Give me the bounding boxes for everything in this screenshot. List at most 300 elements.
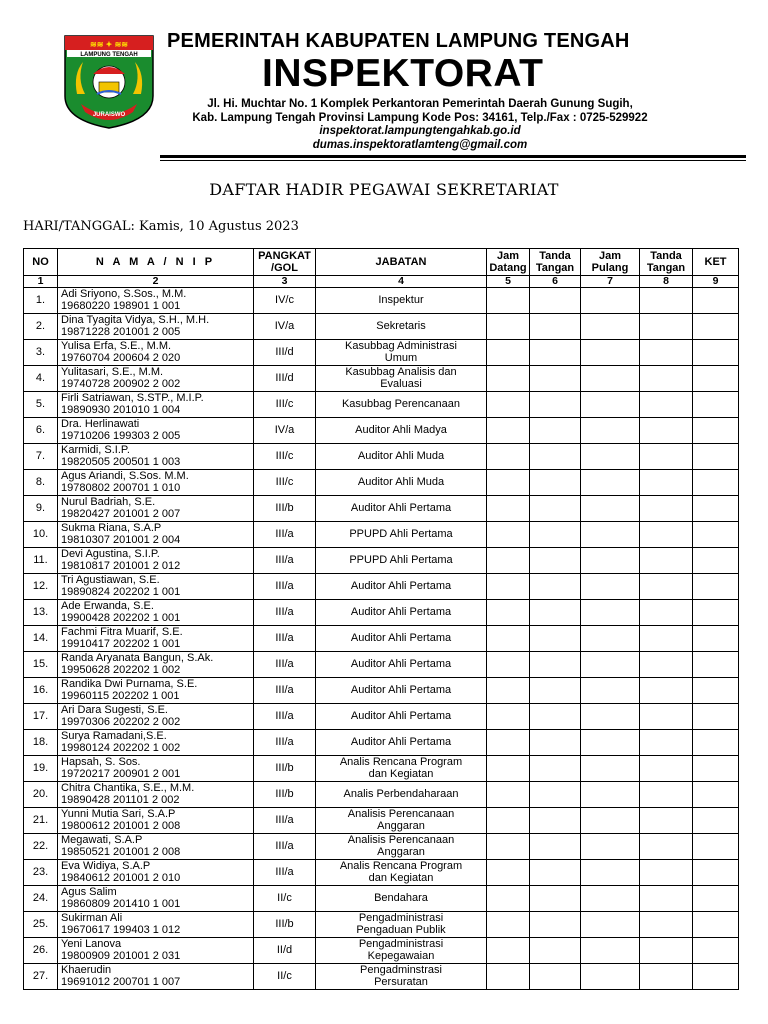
departure-signature-cell [640, 522, 693, 548]
employee-nip: 19910417 202202 1 001 [61, 637, 181, 650]
name-nip-cell [58, 418, 254, 444]
row-number: 8. [24, 470, 58, 496]
note-cell [693, 808, 739, 834]
arrival-signature-cell [530, 730, 581, 756]
employee-nip: 19970306 202202 2 002 [61, 715, 181, 728]
departure-time-cell [581, 704, 640, 730]
note-cell [693, 652, 739, 678]
employee-name: Chitra Chantika, S.E., M.M. [61, 782, 195, 794]
table-row [24, 704, 739, 730]
jabatan-line1: Auditor Ahli Pertama [350, 579, 452, 592]
position-cell [316, 496, 487, 522]
table-row [24, 678, 739, 704]
departure-signature-cell [640, 288, 693, 314]
note-cell [693, 600, 739, 626]
arrival-time-cell [487, 522, 530, 548]
table-row [24, 574, 739, 600]
jabatan-line1: Kasubbag Administrasi [345, 340, 457, 352]
position-cell [316, 730, 487, 756]
employee-nip: 19691012 200701 1 007 [61, 975, 181, 988]
row-number: 26. [24, 938, 58, 964]
position-cell [316, 756, 487, 782]
header-ttd2-line1: Tanda [650, 250, 682, 262]
position-cell [316, 574, 487, 600]
departure-signature-cell [640, 938, 693, 964]
arrival-signature-cell [530, 756, 581, 782]
row-number: 12. [24, 574, 58, 600]
arrival-time-cell [487, 470, 530, 496]
row-number: 18. [24, 730, 58, 756]
rank-cell: III/d [254, 366, 316, 392]
departure-signature-cell [640, 860, 693, 886]
departure-time-cell [581, 444, 640, 470]
arrival-signature-cell [530, 314, 581, 340]
jabatan-line2: Persuratan [374, 975, 428, 988]
jabatan-line1: Sekretaris [376, 319, 426, 332]
departure-signature-cell [640, 964, 693, 990]
employee-name: Megawati, S.A.P [61, 834, 143, 846]
name-nip-cell [58, 938, 254, 964]
letterhead-rule-thick [160, 155, 746, 158]
employee-nip: 19800612 201001 2 008 [61, 819, 181, 832]
rank-cell: III/d [254, 340, 316, 366]
departure-time-cell [581, 470, 640, 496]
departure-time-cell [581, 834, 640, 860]
arrival-time-cell [487, 860, 530, 886]
name-nip-cell [58, 808, 254, 834]
departure-signature-cell [640, 756, 693, 782]
employee-nip: 19900428 202202 1 001 [61, 611, 181, 624]
rank-cell: III/a [254, 860, 316, 886]
name-nip-cell [58, 704, 254, 730]
position-cell [316, 964, 487, 990]
note-cell [693, 964, 739, 990]
name-nip-cell [58, 912, 254, 938]
rank-cell: II/c [254, 964, 316, 990]
note-cell [693, 912, 739, 938]
rank-cell: IV/a [254, 314, 316, 340]
employee-nip: 19680220 198901 1 001 [61, 299, 181, 312]
employee-name: Ari Dara Sugesti, S.E. [61, 704, 168, 716]
departure-time-cell [581, 756, 640, 782]
employee-nip: 19710206 199303 2 005 [61, 429, 181, 442]
position-cell [316, 626, 487, 652]
departure-signature-cell [640, 730, 693, 756]
position-cell [316, 652, 487, 678]
arrival-time-cell [487, 626, 530, 652]
header-jam-datang [487, 249, 530, 276]
table-row [24, 730, 739, 756]
name-nip-cell [58, 678, 254, 704]
row-number: 5. [24, 392, 58, 418]
departure-signature-cell [640, 548, 693, 574]
rank-cell: III/b [254, 496, 316, 522]
employee-name: Agus Ariandi, S.Sos. M.M. [61, 470, 189, 482]
name-nip-cell [58, 626, 254, 652]
address-line-1: Jl. Hi. Muchtar No. 1 Komplek Perkantoran Pemerintah Daerah Gunung Sugih, [207, 98, 633, 110]
jabatan-line1: Auditor Ahli Pertama [350, 605, 452, 618]
employee-name: Nurul Badriah, S.E. [61, 496, 156, 508]
jabatan-line1: Auditor Ahli Pertama [350, 709, 452, 722]
header-ttd1-line2: Tangan [535, 262, 575, 274]
rank-cell: III/a [254, 574, 316, 600]
departure-time-cell [581, 652, 640, 678]
jabatan-line1: Kasubbag Analisis dan [345, 366, 457, 378]
employee-nip: 19980124 202202 1 002 [61, 741, 181, 754]
employee-name: Fachmi Fitra Muarif, S.E. [61, 626, 183, 638]
arrival-time-cell [487, 730, 530, 756]
note-cell [693, 392, 739, 418]
departure-signature-cell [640, 626, 693, 652]
arrival-signature-cell [530, 704, 581, 730]
jabatan-line1: Analis Rencana Program [339, 756, 463, 768]
jabatan-line1: Auditor Ahli Pertama [350, 631, 452, 644]
employee-nip: 19960115 202202 1 001 [61, 689, 180, 702]
table-row [24, 834, 739, 860]
departure-time-cell [581, 418, 640, 444]
departure-time-cell [581, 392, 640, 418]
rank-cell: II/d [254, 938, 316, 964]
jabatan-line2: Umum [384, 351, 418, 364]
row-number: 14. [24, 626, 58, 652]
position-cell [316, 938, 487, 964]
arrival-signature-cell [530, 782, 581, 808]
employee-name: Yulitasari, S.E., M.M. [61, 366, 164, 378]
employee-name: Yulisa Erfa, S.E., M.M. [61, 340, 172, 352]
employee-nip: 19800909 201001 2 031 [61, 949, 181, 962]
table-row [24, 626, 739, 652]
position-cell [316, 834, 487, 860]
departure-time-cell [581, 860, 640, 886]
table-row [24, 652, 739, 678]
table-row [24, 366, 739, 392]
rank-cell: III/a [254, 652, 316, 678]
arrival-signature-cell [530, 652, 581, 678]
position-cell [316, 912, 487, 938]
row-number: 22. [24, 834, 58, 860]
jabatan-line1: Pengadministrasi [358, 912, 444, 924]
note-cell [693, 756, 739, 782]
column-number-row [24, 276, 739, 288]
arrival-time-cell [487, 964, 530, 990]
employee-name: Dra. Herlinawati [61, 418, 140, 430]
position-cell [316, 444, 487, 470]
row-number: 3. [24, 340, 58, 366]
departure-signature-cell [640, 834, 693, 860]
departure-time-cell [581, 496, 640, 522]
website: inspektorat.lampungtengahkab.go.id [319, 125, 521, 137]
employee-nip: 19890824 202202 1 001 [61, 585, 181, 598]
employee-name: Randa Aryanata Bangun, S.Ak. [61, 652, 214, 664]
arrival-signature-cell [530, 392, 581, 418]
header-jam-datang-line1: Jam [496, 250, 520, 262]
row-number: 2. [24, 314, 58, 340]
arrival-time-cell [487, 652, 530, 678]
arrival-signature-cell [530, 886, 581, 912]
arrival-time-cell [487, 808, 530, 834]
header-pangkat-line2: /GOL [271, 262, 298, 274]
rank-cell: III/a [254, 600, 316, 626]
name-nip-cell [58, 574, 254, 600]
name-nip-cell [58, 886, 254, 912]
arrival-signature-cell [530, 288, 581, 314]
header-tanda-tangan-2 [640, 249, 693, 276]
departure-signature-cell [640, 678, 693, 704]
table-row [24, 912, 739, 938]
government-name: PEMERINTAH KABUPATEN LAMPUNG TENGAH [167, 30, 630, 52]
jabatan-line1: Auditor Ahli Pertama [350, 683, 452, 696]
arrival-signature-cell [530, 522, 581, 548]
arrival-time-cell [487, 886, 530, 912]
arrival-time-cell [487, 444, 530, 470]
jabatan-line2: Kepegawaian [367, 949, 435, 962]
departure-signature-cell [640, 808, 693, 834]
table-row [24, 340, 739, 366]
regency-emblem-icon [63, 34, 155, 130]
name-nip-cell [58, 834, 254, 860]
position-cell [316, 418, 487, 444]
employee-nip: 19670617 199403 1 012 [61, 923, 181, 936]
jabatan-line2: Pengaduan Publik [356, 923, 446, 936]
table-row [24, 860, 739, 886]
employee-name: Tri Agustiawan, S.E. [61, 574, 160, 586]
jabatan-line1: Auditor Ahli Pertama [350, 657, 452, 670]
arrival-signature-cell [530, 470, 581, 496]
name-nip-cell [58, 496, 254, 522]
table-row [24, 964, 739, 990]
document-title: DAFTAR HADIR PEGAWAI SEKRETARIAT [209, 180, 559, 199]
arrival-time-cell [487, 938, 530, 964]
table-row [24, 470, 739, 496]
name-nip-cell [58, 288, 254, 314]
arrival-time-cell [487, 678, 530, 704]
departure-signature-cell [640, 340, 693, 366]
arrival-signature-cell [530, 340, 581, 366]
arrival-time-cell [487, 912, 530, 938]
departure-signature-cell [640, 366, 693, 392]
row-number: 6. [24, 418, 58, 444]
employee-name: Yeni Lanova [61, 938, 122, 950]
position-cell [316, 678, 487, 704]
arrival-signature-cell [530, 964, 581, 990]
note-cell [693, 444, 739, 470]
employee-nip: 19890930 201010 1 004 [61, 403, 181, 416]
name-nip-cell [58, 314, 254, 340]
name-nip-cell [58, 860, 254, 886]
header-jam-pulang [581, 249, 640, 276]
note-cell [693, 496, 739, 522]
departure-time-cell [581, 912, 640, 938]
header-pangkat-line1: PANGKAT [258, 250, 311, 262]
header-no: NO [24, 249, 58, 276]
arrival-signature-cell [530, 912, 581, 938]
departure-time-cell [581, 782, 640, 808]
name-nip-cell [58, 782, 254, 808]
arrival-signature-cell [530, 574, 581, 600]
arrival-signature-cell [530, 444, 581, 470]
employee-name: Firli Satriawan, S.STP., M.I.P. [61, 392, 204, 404]
arrival-signature-cell [530, 808, 581, 834]
col-number: 3 [254, 276, 316, 288]
name-nip-cell [58, 548, 254, 574]
row-number: 11. [24, 548, 58, 574]
departure-time-cell [581, 626, 640, 652]
name-nip-cell [58, 652, 254, 678]
row-number: 23. [24, 860, 58, 886]
departure-time-cell [581, 574, 640, 600]
employee-nip: 19810817 201001 2 012 [61, 559, 181, 572]
row-number: 24. [24, 886, 58, 912]
rank-cell: III/a [254, 834, 316, 860]
employee-nip: 19950628 202202 1 002 [61, 663, 181, 676]
position-cell [316, 860, 487, 886]
note-cell [693, 418, 739, 444]
jabatan-line1: Auditor Ahli Pertama [350, 501, 452, 514]
note-cell [693, 782, 739, 808]
row-number: 7. [24, 444, 58, 470]
jabatan-line1: PPUPD Ahli Pertama [349, 553, 453, 566]
jabatan-line2: Evaluasi [380, 377, 422, 390]
table-row [24, 444, 739, 470]
arrival-time-cell [487, 782, 530, 808]
arrival-signature-cell [530, 548, 581, 574]
rank-cell: III/a [254, 548, 316, 574]
header-jabatan: JABATAN [316, 249, 487, 276]
row-number: 16. [24, 678, 58, 704]
name-nip-cell [58, 470, 254, 496]
header-nama: N A M A / N I P [58, 249, 254, 276]
rank-cell: III/a [254, 678, 316, 704]
name-nip-cell [58, 964, 254, 990]
jabatan-line1: Pengadministrasi [358, 938, 444, 950]
departure-time-cell [581, 548, 640, 574]
jabatan-line1: PPUPD Ahli Pertama [349, 527, 453, 540]
col-number: 4 [316, 276, 487, 288]
position-cell [316, 340, 487, 366]
position-cell [316, 470, 487, 496]
departure-time-cell [581, 600, 640, 626]
departure-signature-cell [640, 470, 693, 496]
jabatan-line1: Analisis Perencanaan [347, 834, 455, 846]
employee-nip: 19740728 200902 2 002 [61, 377, 181, 390]
departure-time-cell [581, 340, 640, 366]
jabatan-line1: Auditor Ahli Pertama [350, 735, 452, 748]
header-pangkat [254, 249, 316, 276]
departure-time-cell [581, 730, 640, 756]
rank-cell: III/a [254, 730, 316, 756]
rank-cell: III/b [254, 756, 316, 782]
employee-name: Sukirman Ali [61, 912, 123, 924]
row-number: 19. [24, 756, 58, 782]
arrival-time-cell [487, 600, 530, 626]
jabatan-line1: Kasubbag Perencanaan [341, 397, 461, 410]
attendance-rows [24, 288, 739, 990]
rank-cell: III/c [254, 444, 316, 470]
arrival-time-cell [487, 574, 530, 600]
arrival-time-cell [487, 392, 530, 418]
note-cell [693, 704, 739, 730]
departure-signature-cell [640, 418, 693, 444]
arrival-time-cell [487, 496, 530, 522]
employee-name: Adi Sriyono, S.Sos., M.M. [61, 288, 187, 300]
employee-nip: 19860809 201410 1 001 [61, 897, 181, 910]
departure-time-cell [581, 808, 640, 834]
position-cell [316, 392, 487, 418]
name-nip-cell [58, 522, 254, 548]
employee-name: Dina Tyagita Vidya, S.H., M.H. [61, 314, 210, 326]
name-nip-cell [58, 444, 254, 470]
table-row [24, 886, 739, 912]
arrival-signature-cell [530, 366, 581, 392]
table-row [24, 600, 739, 626]
departure-time-cell [581, 366, 640, 392]
rank-cell: III/b [254, 912, 316, 938]
note-cell [693, 886, 739, 912]
note-cell [693, 678, 739, 704]
name-nip-cell [58, 340, 254, 366]
employee-name: Randika Dwi Purnama, S.E. [61, 678, 198, 690]
row-number: 1. [24, 288, 58, 314]
table-row [24, 392, 739, 418]
position-cell [316, 548, 487, 574]
departure-signature-cell [640, 886, 693, 912]
col-number: 9 [693, 276, 739, 288]
arrival-time-cell [487, 548, 530, 574]
position-cell [316, 522, 487, 548]
arrival-signature-cell [530, 626, 581, 652]
employee-name: Sukma Riana, S.A.P [61, 522, 162, 534]
header-jam-datang-line2: Datang [489, 262, 527, 274]
employee-name: Hapsah, S. Sos. [61, 756, 141, 768]
departure-time-cell [581, 678, 640, 704]
departure-signature-cell [640, 782, 693, 808]
header-tanda-tangan-1 [530, 249, 581, 276]
employee-name: Devi Agustina, S.I.P. [61, 548, 160, 560]
employee-name: Eva Widiya, S.A.P [61, 860, 151, 872]
jabatan-line1: Auditor Ahli Muda [357, 475, 445, 488]
employee-nip: 19850521 201001 2 008 [61, 845, 181, 858]
rank-cell: III/a [254, 522, 316, 548]
table-row [24, 496, 739, 522]
name-nip-cell [58, 600, 254, 626]
employee-nip: 19871228 201001 2 005 [61, 325, 181, 338]
jabatan-line1: Inspektur [378, 293, 424, 306]
employee-name: Karmidi, S.I.P. [61, 444, 130, 456]
jabatan-line2: dan Kegiatan [368, 871, 434, 884]
position-cell [316, 704, 487, 730]
rank-cell: III/c [254, 470, 316, 496]
jabatan-line2: Anggaran [377, 845, 425, 858]
departure-signature-cell [640, 704, 693, 730]
col-number: 7 [581, 276, 640, 288]
note-cell [693, 730, 739, 756]
departure-time-cell [581, 964, 640, 990]
jabatan-line1: Auditor Ahli Muda [357, 449, 445, 462]
header-ttd1-line1: Tanda [539, 250, 571, 262]
note-cell [693, 834, 739, 860]
svg-text:≋≋ ✦ ≋≋: ≋≋ ✦ ≋≋ [90, 40, 128, 49]
jabatan-line1: Analisis Perencanaan [347, 808, 455, 820]
departure-signature-cell [640, 314, 693, 340]
arrival-time-cell [487, 418, 530, 444]
table-row [24, 548, 739, 574]
table-row [24, 418, 739, 444]
rank-cell: IV/a [254, 418, 316, 444]
row-number: 21. [24, 808, 58, 834]
row-number: 17. [24, 704, 58, 730]
departure-time-cell [581, 886, 640, 912]
employee-nip: 19820427 201001 2 007 [61, 507, 181, 520]
